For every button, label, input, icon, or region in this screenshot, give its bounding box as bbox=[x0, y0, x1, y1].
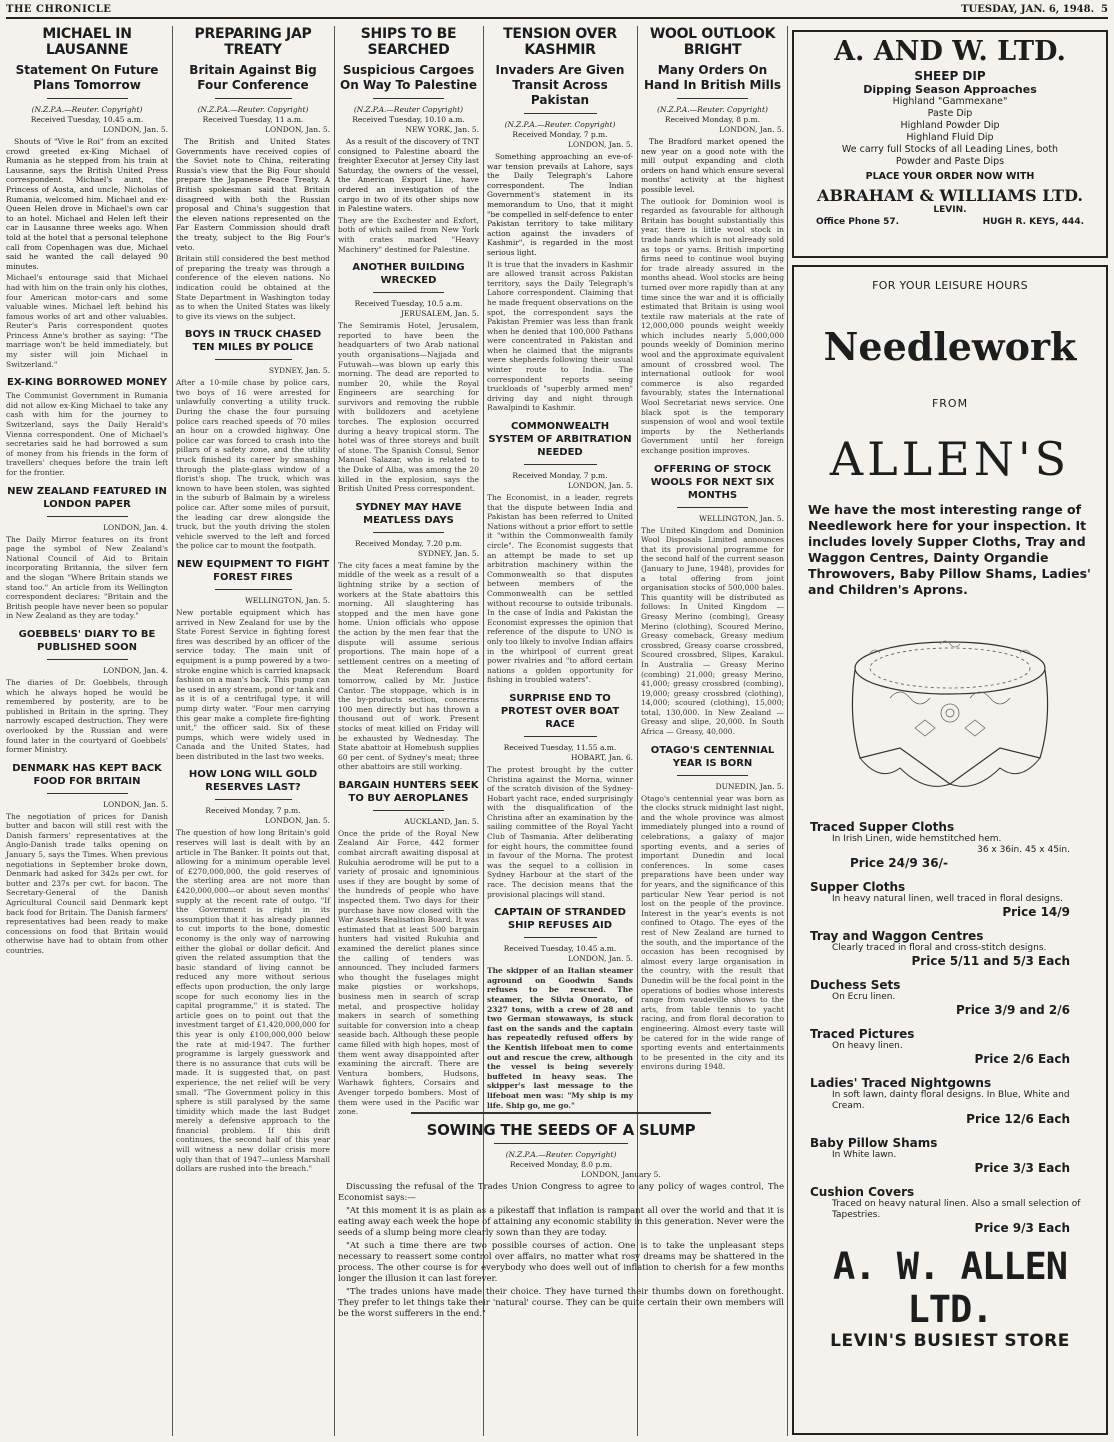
advertisement-sheep-dip: A. AND W. LTD. SHEEP DIP Dipping Season Approaches Highland "Gammexane" Paste Dip Highland Powder Dip Highland Fluid Dip We carry full Stocks of all Leading Lines, both Powder and Paste Dips PLACE YOUR ORDER NOW WITH ABRAHAM & WILLIAMS LTD. LEVIN. Office Phone 57. HUGH R. KEYS, 444. bbox=[792, 30, 1108, 258]
column-2: PREPARING JAP TREATY Britain Against Big Four Conference (N.Z.P.A.—Reuter. Copyright) Received Tuesday, 11 a.m. LONDON, Jan. 5. The British and United States Governments have received copies of the Soviet note to China, reiterating Russia's view that the Big Four should prepare the Japanese Peace Treaty. A British spokesman said that Britain disagreed with both the Russian proposal and China's suggestion that the eleven nations represented on the Far Eastern Commission should draft the treaty, subject to the Big Four's veto. Britain still considered the best method of preparing the treaty was through a conference of the eleven nations. No indication could be obtained at the State Department in Washington today as to when the United States was likely to give its views on the subject. BOYS IN TRUCK CHASED TEN MILES BY POLICE SYDNEY, Jan. 5. After a 10-mile chase by police cars, two boys of 16 were arrested for unlawfully converting a utility truck. During the chase the four pursuing police cars reached speeds of 70 miles an hour on a crowded highway. One police car was forced to crash into the pillars of a safety zone, and the utility truck finished its career by smashing through the plate-glass window of a florist's shop. The truck, which was known to have been stolen, was sighted in the suburb of Balmain by a wireless police car. After some miles of pursuit, the leading car drew alongside the truck, but the youth driving the stolen vehicle swerved to the left and forced the police car to mount the footpath. NEW EQUIPMENT TO FIGHT FOREST FIRES WELLINGTON, Jan. 5. New portable equipment which has arrived in New Zealand for use by the State Forest Service in fighting forest fires was described by an officer of the service today. The main unit of equipment is a pump powered by a two-stroke engine which is carried knapsack fashion on a man's back. This pump can be used in any stream, pond or tank and as it is of a centrifugal type, it will pump dirty water. "Four men carrying this gear make a complete fire-fighting unit," the officer said. Six of these pumps, which were widely used in Canada and the United States, had been distributed in the last two weeks. HOW LONG WILL GOLD RESERVES LAST? Received Monday, 7 p.m. LONDON, Jan. 5. The question of how long Britain's gold reserves will last is dealt with by an article in The Banker. It points out that, allowing for a minimum operable level of £270,000,000, the gold reserves of the sterling area are not more than £420,000,000—or about seven months' supply at the recent rate of outgo. "If the Government is right in its assumption that it has already planned to cut imports to the bone, domestic economy is the only way of narrowing either the global or dollar deficit. And given the related assumption that the basic standard of living cannot be reduced any more without serious effects upon production, the only large scope for such economy lies in the capital programme," it is stated. The article goes on to point out that the investment target of £1,420,000,000 for this year is only £100,000,000 below the rate at mid-1947. The further programme is largely guesswork and there is no assurance that cuts will be made. It is suggested that, on past experience, the net relief will be very small. "The Government policy in this sphere is still paralysed by the same timidity which made the last Budget merely a defensive approach to the financial problem. If this drift continues, the second half of this year will witness a new dollar crisis more ugly than that of 1947—unless Marshall dollars are rushed into the breach." bbox=[176, 26, 330, 1174]
ad-allens-title: ALLEN'S bbox=[829, 432, 1071, 486]
headline-exking: EX-KING BORROWED MONEY bbox=[7, 377, 167, 389]
headline-jap-treaty: PREPARING JAP TREATY bbox=[194, 26, 312, 58]
subhead-lausanne: Statement On Future Plans Tomorrow bbox=[15, 63, 159, 92]
headline-stranded-ship: CAPTAIN OF STRANDED SHIP REFUSES AID bbox=[494, 907, 626, 932]
headline-denmark: DENMARK HAS KEPT BACK FOOD FOR BRITAIN bbox=[12, 762, 162, 787]
ad-allen-company: A. W. ALLEN LTD. bbox=[832, 1245, 1068, 1331]
headline-otago: OTAGO'S CENTENNIAL YEAR IS BORN bbox=[650, 744, 775, 769]
headline-kashmir: TENSION OVER KASHMIR bbox=[503, 26, 617, 58]
headline-slump: SOWING THE SEEDS OF A SLUMP bbox=[426, 1121, 696, 1139]
ad-title: A. AND W. LTD. bbox=[834, 36, 1066, 67]
product-item: Cushion Covers Traced on heavy natural linen. Also a small selection of Tapestries. Price 9/3 Each bbox=[810, 1185, 1081, 1235]
product-item: Traced Pictures On heavy linen. Price 2/6 Each bbox=[810, 1027, 1070, 1066]
column-5: WOOL OUTLOOK BRIGHT Many Orders On Hand In British Mills (N.Z.P.A.—Reuter. Copyright) Received Monday, 8 p.m. LONDON, Jan. 5. The Bradford market opened the new year on a good note with the mill output expanding and cloth orders on hand which ensure several months' activity at the highest possible level. The outlook for Dominion wool is regarded as favourable for although Britain has bought substantially this year, there is little wool stock in trade hands which is not already sold as tops or yarns. British importing firms need to continue wool buying for trade already assured in the months ahead. Wool stocks are being turned over more rapidly than at any time since the war and it is officially estimated that Britain is using wool textile raw materials at the rate of 12,000,000 pounds weight weekly which includes nearly 5,000,000 pounds weekly of Dominion merino wool and the approximate equivalent amount of crossbred wool. The international outlook for wool commerce is also regarded favourably, states the International Wool Secretariat news service. One black spot is the temporary suspension of wool and wool textile imports by the Netherlands Government until her foreign exchange position improves. OFFERING OF STOCK WOOLS FOR NEXT SIX MONTHS WELLINGTON, Jan. 5. The United Kingdom and Dominion Wool Disposals Limited announces that its provisional programme for the second half of the current season (January to June, 1948), provides for a total offering from joint organisation stocks of 500,000 bales. This quantity will be distributed as follows: In United Kingdom — Greasy Merino (combing), Greasy Merino (clothing), Scoured Merino, Greasy comeback, Greasy medium crossbred, Greasy coarse crossbred, Scoured crossbred, Slipes, Karakul. In Australia — Greasy Merino (combing) 21,000; greasy Merino, 41,000; greasy crossbred (combing), 19,000; greasy crossbred (clothing), 14,000; scoured (clothing), 15,000; total, 130,000. In New Zealand — Greasy and slipe, 20,000. In South Africa — Greasy, 40,000. OTAGO'S CENTENNIAL YEAR IS BORN DUNEDIN, Jan. 5. Otago's centennial year was born as the clocks struck midnight last night, and the whole province was almost immediately plunged into a round of celebrations, a galaxy of major sporting events, and a series of important Dunedin and local conferences. In some cases preparations have been under way for years, and the significance of this particular New Year period is not lost on the people of the province. Interest in the year's events is not confined to Otago. The eyes of the rest of New Zealand are turned to the south, and the importance of the occasion has been recognised by almost every large organisation in the country, with the result that Dunedin will be the focal point in the operations of bodies whose interests range from vaudeville shows to the arts, from table tennis to yacht racing, and from floral decoration to engineering. Almost every taste will be catered for in the wide range of sporting events and entertainments to be presented in the city and its environs during 1948. bbox=[641, 26, 784, 1072]
headline-meatless-days: SYDNEY MAY HAVE MEATLESS DAYS bbox=[355, 501, 462, 526]
ad-allen-slogan: LEVIN'S BUSIEST STORE bbox=[830, 1331, 1070, 1351]
product-list bbox=[794, 820, 1106, 1235]
headline-arbitration: COMMONWEALTH SYSTEM OF ARBITRATION NEEDED bbox=[488, 421, 632, 459]
product-item: Supper Cloths In heavy natural linen, well traced in floral designs. Price 14/9 bbox=[810, 880, 1070, 919]
product-item: Baby Pillow Shams In White lawn. Price 3/3 Each bbox=[810, 1136, 1070, 1175]
column-1: MICHAEL IN LAUSANNE Statement On Future Plans Tomorrow (N.Z.P.A.—Reuter. Copyright) Received Tuesday, 10.45 a.m. LONDON, Jan. 5. Shouts of "Vive le Roi" from an excited crowd greeted ex-King Michael of Rumania as he stepped from his train at Lausanne, says the British United Press correspondent. Michael's aunt, the Princess of Aosta, and uncle, Nicholas of Rumania, welcomed him. Michael and ex-Queen Helen drove in Michael's own car to an hotel. Michael and Helen left their car in Lausanne three weeks ago. When told at the hotel that a personal telephone call from Copenhagen was due, Michael said he wanted the call delayed 90 minutes. Michael's entourage said that Michael had with him on the train only his clothes, four American motor-cars and some valuable wines. Michael left behind his famous works of art and other valuables. Reuter's Paris correspondent quotes Princess Anne's brother as saying: "The marriage won't be held immediately, but my sister will join Michael in Switzerland." EX-KING BORROWED MONEY The Communist Government in Rumania did not allow ex-King Michael to take any cash with him for the journey to Switzerland, says the Daily Herald's Vienna correspondent. One of Michael's secretaries said he had borrowed a sum of money from his friends in the form of travellers' cheques before the train left for the frontier. NEW ZEALAND FEATURED IN LONDON PAPER LONDON, Jan. 4. The Daily Mirror features on its front page the symbol of New Zealand's National Council of Aid to Britain incorporating Britannia, the silver fern and the slogan "Where Britain stands we stand too." An article from its Wellington correspondent declares: "Britain and the British people have never been so popular in New Zealand as they are today." GOEBBELS' DIARY TO BE PUBLISHED SOON LONDON, Jan. 4. The diaries of Dr. Goebbels, through which he always hoped he would be remembered by posterity, are to be published in Britain in the spring. They narrowly escaped destruction. They were overlooked by the Russian and were found later in the courtyard of Goebbels' former Ministry. DENMARK HAS KEPT BACK FOOD FOR BRITAIN LONDON, Jan. 5. The negotiation of prices for Danish butter and bacon will still rest with the Danish farmers' representatives at the Anglo-Danish trade talks opening on January 5, says the Times. When previous negotiations in September broke down, Denmark had asked for 342s per cwt. for butter and 237s per cwt. for bacon. The Secretary-General of the Danish Agricultural Council said Denmark kept back food for Britain. The Danish farmers' representatives had been ready to make concessions on food that Britain would otherwise have had to obtain from other countries. bbox=[6, 26, 168, 955]
headline-ships-searched: SHIPS TO BE SEARCHED bbox=[360, 26, 457, 58]
headline-aeroplanes: BARGAIN HUNTERS SEEK TO BUY AEROPLANES bbox=[338, 779, 479, 804]
column-3: SHIPS TO BE SEARCHED Suspicious Cargoes On Way To Palestine (N.Z.P.A.—Reuter Copyright) Received Tuesday, 10.10 a.m. NEW YORK, Jan. 5. As a result of the discovery of TNT consigned to Palestine aboard the freighter Executor at Jersey City last Saturday, the owners of the vessel, the American Export Line, have ordered an investigation of the cargo in two of its other ships now in Palestine waters. They are the Exchester and Exfort, both of which sailed from New York with crates marked "Heavy Machinery" destined for Palestine. ANOTHER BUILDING WRECKED Received Tuesday, 10.5 a.m. JERUSALEM, Jan. 5. The Semiramis Hotel, Jerusalem, reported to have been the headquarters of two Arab national youth organisations—Najjada and Futuwah—was blown up early this morning. The dead are reported to number 20, while the Royal Engineers are searching for survivors and removing the rubble with bulldozers and acetylene torches. The explosion occurred during a heavy tropical storm. The hotel was of three storeys and built of stone. The Spanish Consul, Senor Manuel Salazar, who is related to the Duke of Alba, was among the 20 killed in the explosion, says the British United Press correspondent. SYDNEY MAY HAVE MEATLESS DAYS Received Monday, 7.20 p.m. SYDNEY, Jan. 5. The city faces a meat famine by the middle of the week as a result of a lightning strike by a section of workers at the State abattoirs this morning. All slaughtering has stopped and the men have gone home. Union officials who oppose the action by the men fear that the dispute will assume serious proportions. The main hope of a settlement centres on a meeting of the Meat Referendum Board tomorrow, called by Mr. Justice Cantor. The stoppage, which is in the by-products section, concerns 100 men directly but has thrown a thousand out of work. Present stocks of meat killed on Friday will be exhausted by Wednesday. The State abattoir at Homebush supplies 60 per cent. of Sydney's meat; three other abattoirs are still working. BARGAIN HUNTERS SEEK TO BUY AEROPLANES AUCKLAND, Jan. 5. Once the pride of the Royal New Zealand Air Force, 442 former combat aircraft awaiting disposal at Rukuhia aerodrome will be put to a variety of prosaic and ignominious uses if they are bought by some of the hundreds of people who have inspected them. Two days for their purchase have now closed with the War Assets Realisation Board. It was estimated that at least 500 bargain hunters had visited Rukuhia and examined the derelict planes since the calling of tenders was announced. They included farmers who thought the fuselages might make pigsties or workshops, business men in search of scrap metal, and prospective holiday makers in search of something suitable for conversion into a cheap seaside bach. Although these people came filled with high hopes, most of them went away disappointed after examining the aircraft. There are Ventura bombers, Hudsons, Warhawk fighters, Corsairs and Avenger torpedo bombers. Most of them were used in the Pacific war zone. bbox=[338, 26, 479, 1117]
headline-lausanne: MICHAEL IN LAUSANNE bbox=[42, 26, 132, 58]
ad-needlework-title: Needlework bbox=[823, 324, 1077, 369]
product-item: Ladies' Traced Nightgowns In soft lawn, dainty floral designs. In Blue, White and Cream. Price 12/6 Each bbox=[810, 1076, 1070, 1126]
masthead bbox=[6, 3, 1108, 19]
article-slump: SOWING THE SEEDS OF A SLUMP (N.Z.P.A.—Reuter. Copyright) Received Monday, 8.0 p.m. LONDON, January 5. Discussing the refusal of the Trades Union Congress to agree to any policy of wages control, The Economist says:— "At this moment it is as plain as a pikestaff that inflation is rampant all over the world and that it is eating away each week the hope of attaining any economic stability in this generation. Never were the seeds of a slump being more clearly sown than they are today. "At such a time there are two possible courses of action. One is to take the unpleasant steps necessary to reassert some control over affairs, no matter what rosy dreams may be shattered in the process. The other course is for everybody who does well out of inflation to cherish for a few months longer the illusion it can last forever. "The trades unions have made their choice. They have turned their thumbs down on forethought. They prefer to let things take their 'natural' course. They can be quite certain their own members will be the worst sufferers in the end." bbox=[338, 1112, 784, 1320]
advertisement-needlework: FOR YOUR LEISURE HOURS Needlework FROM ALLEN'S We have the most interesting range of Needlework here for your inspection. It includes lovely Supper Cloths, Tray and Waggon Centres, Dainty Organdie Throwovers, Baby Pillow Shams, Ladies' and Children's Aprons. Traced Supper Cloths In Irish Linen, wide hemstitched hem. 36 x 36in. 45 x 45in. Price 24/9 36/- Supper Cloths In heavy natural linen, well traced in floral designs. Price 14/9 Tray and Waggon Centres Clearly traced in floral and cross-stitch designs. Price 5/11 and 5/3 Each Duchess Sets On Ecru linen. Price 3/9 and 2/6 Traced Pictures On heavy linen. Price 2/6 Each Ladies' Traced Nightgowns In soft lawn, dainty floral designs. In Blue, White and Cream. Price 12/6 Each Baby Pillow Shams In White lawn. Price 3/3 Each Cushion Covers Traced on heavy natural linen. Also a small selection of Tapestries. Price 9/3 Each A. W. ALLEN LTD. LEVIN'S BUSIEST STORE bbox=[792, 265, 1108, 1435]
headline-building-wrecked: ANOTHER BUILDING WRECKED bbox=[352, 262, 465, 287]
headline-boys-truck: BOYS IN TRUCK CHASED TEN MILES BY POLICE bbox=[184, 329, 322, 354]
column-4: TENSION OVER KASHMIR Invaders Are Given Transit Across Pakistan (N.Z.P.A.—Reuter. Copyright) Received Monday, 7 p.m. LONDON, Jan. 5. Something approaching an eve-of-war tension prevails at Lahore, says the Daily Telegraph's Lahore correspondent. The Indian Government's statement in its memorandum to Uno, that it might "be compelled in self-defence to enter Pakistan territory to take military action against the invaders of Kashmir", is regarded in the most serious light. It is true that the invaders in Kashmir are allowed transit across Pakistan territory, says the Daily Telegraph's Lahore correspondent. Claiming that he made frequent observations on the spot, the correspondent says the Pakistan Premier was less than frank when he denied that 100,000 Pathans were concentrated in Pakistan and when he claimed that the migrants were shepherds following their usual winter route to India. The correspondent reports seeing truckloads of "superbly armed men" driving day and night through Rawalpindi to Kashmir. COMMONWEALTH SYSTEM OF ARBITRATION NEEDED Received Monday, 7 p.m. LONDON, Jan. 5. The Economist, in a leader, regrets that the dispute between India and Pakistan has been referred to United Nations without a prior effort to settle it "within the Commonwealth family circle". The Economist suggests that an attempt be made to set up arbitration machinery within the Commonwealth so that disputes between members of the Commonwealth can be settled without recourse to outside tribunals. In the case of India and Pakistan the Economist expresses the opinion that reference of the dispute to UNO is only too likely to involve Indian affairs in the whirlpool of current great power rivalries and "to afford certain nations a golden opportunity for fishing in troubled waters". SURPRISE END TO PROTEST OVER BOAT RACE Received Tuesday, 11.55 a.m. HOBART, Jan. 6. The protest brought by the cutter Christina against the Morna, winner of the scratch division of the Sydney-Hobart yacht race, ended surprisingly with the disqualification of the Christina after an examination by the sailing committee of the Royal Yacht Club of Tasmania. After deliberating for eight hours, the committee found in favour of the Morna. The protest was the sequel to a collision in Sydney Harbour at the start of the race. The decision means that the provisional placings will stand. CAPTAIN OF STRANDED SHIP REFUSES AID Received Tuesday, 10.45 a.m. LONDON, Jan. 5. The skipper of an Italian steamer aground on Goodwin Sands refuses to be rescued. The steamer, the Silvia Onorato, of 2327 tons, with a crew of 28 and two German stowaways, is stuck fast on the sands and the captain has repeatedly refused offers by the Kentish lifeboat men to come out and rescue the crew, although the vessel is being severely buffeted in heavy seas. The skipper's last message to the lifeboat men was: "My ship is my life. Ship go, me go." bbox=[487, 26, 633, 1110]
headline-goebbels: GOEBBELS' DIARY TO BE PUBLISHED SOON bbox=[18, 628, 156, 653]
headline-forest-fires: NEW EQUIPMENT TO FIGHT FOREST FIRES bbox=[176, 558, 330, 583]
headline-gold-reserves: HOW LONG WILL GOLD RESERVES LAST? bbox=[188, 769, 318, 794]
product-item: Duchess Sets On Ecru linen. Price 3/9 and 2/6 bbox=[810, 978, 1070, 1017]
headline-nzpaper: NEW ZEALAND FEATURED IN LONDON PAPER bbox=[7, 485, 167, 510]
headline-stock-wools: OFFERING OF STOCK WOOLS FOR NEXT SIX MONTHS bbox=[650, 463, 775, 501]
headline-wool: WOOL OUTLOOK BRIGHT bbox=[649, 26, 776, 58]
product-item: Traced Supper Cloths In Irish Linen, wide hemstitched hem. 36 x 36in. 45 x 45in. Price 24/9 36/- bbox=[810, 820, 1070, 870]
issue-date: TUESDAY, JAN. 6, 1948. 5 bbox=[961, 4, 1108, 15]
ad-company: ABRAHAM & WILLIAMS LTD. bbox=[817, 186, 1083, 205]
article-body: Shouts of "Vive le Roi" from an excited crowd greeted ex-King Michael of Rumania as he stepped from his train at Lausanne, says the British United Press correspondent. Michael's aunt, the Princess of Aosta, and uncle, Nicholas of Rumania, welcomed him. Michael and ex-Queen Helen drove in Michael's own car to an hotel. Michael and Helen left their car in Lausanne three weeks ago. When told at the hotel that a personal telephone call from Copenhagen was due, Michael said he wanted the call delayed 90 minutes. bbox=[6, 137, 168, 271]
tablecloth-illustration bbox=[830, 608, 1070, 808]
paper-name: THE CHRONICLE bbox=[6, 4, 112, 15]
product-item: Tray and Waggon Centres Clearly traced in floral and cross-stitch designs. Price 5/11 and 5/3 Each bbox=[810, 929, 1070, 968]
headline-boat-race: SURPRISE END TO PROTEST OVER BOAT RACE bbox=[500, 692, 620, 730]
